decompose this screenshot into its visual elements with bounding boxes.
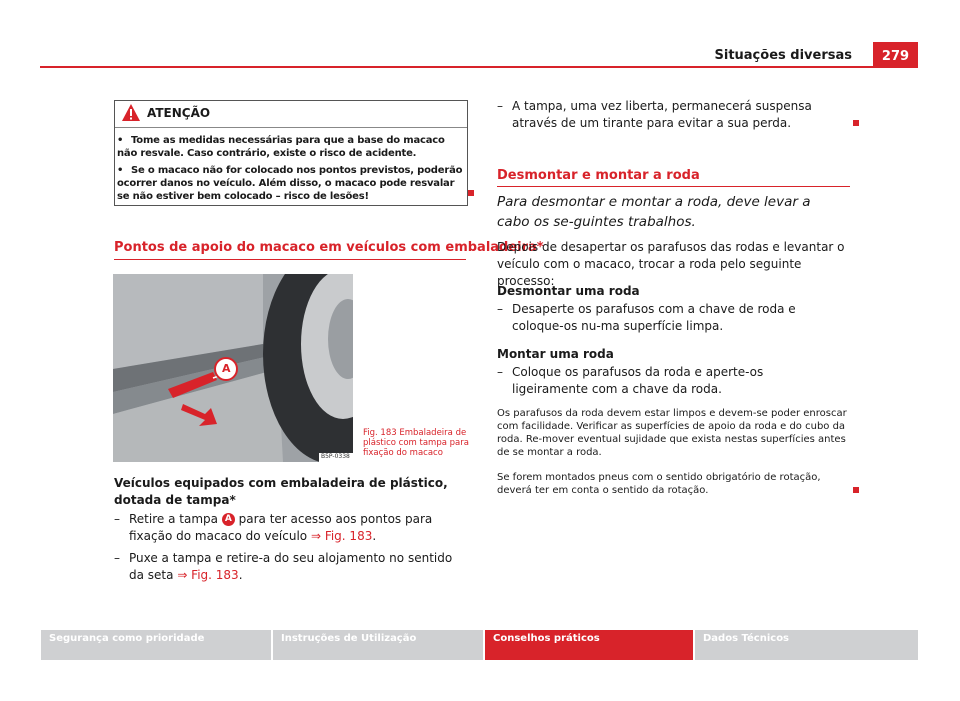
warning-box <box>114 100 468 206</box>
subheading-mount-wheel: Montar uma roda <box>497 347 614 361</box>
footer-tab-practical-advice[interactable]: Conselhos práticos <box>485 630 693 660</box>
dash: – <box>497 365 503 379</box>
step-remove-cover: – Retire a tampa A para ter acesso aos pontos para fixação do macaco do veículo ⇒ Fig. 183. <box>114 512 433 543</box>
figure-callout-a: A <box>222 362 231 375</box>
note-rotation: Se forem montados pneus com o sentido obrigatório de rotação, deverá ter em conta o sentido da rotação. <box>497 472 821 496</box>
subheading-vehicles: Veículos equipados com embaladeira de plástico, dotada de tampa* <box>114 476 448 507</box>
figure-code: B5P-0338 <box>321 453 350 460</box>
dash: – <box>497 302 503 316</box>
figure-caption: Fig. 183 Embaladeira de plástico com tampa para fixação do macaco <box>363 428 469 458</box>
section-end-marker <box>853 120 859 126</box>
bullet: • <box>117 165 124 176</box>
section-title: Situações diversas <box>714 48 852 63</box>
note-bolts: Os parafusos da roda devem estar limpos e devem-se poder enroscar com facilidade. Verificar as superfícies de apoio da roda e do cubo da roda. Re-mover eventual sujidade que exista nestas superfícies antes de se montar a roda. <box>497 408 847 458</box>
heading-rule <box>497 186 850 187</box>
dash: – <box>497 99 503 113</box>
bullet: • <box>117 135 124 146</box>
section-end-marker <box>853 487 859 493</box>
step-pull-cover: – Puxe a tampa e retire-a do seu alojamento no sentido da seta ⇒ Fig. 183. <box>114 551 453 582</box>
footer-tab-instructions[interactable]: Instruções de Utilização <box>273 630 483 660</box>
section-end-marker <box>468 190 474 196</box>
heading-rule <box>114 259 466 260</box>
warning-header <box>115 101 467 128</box>
lead-text: Para desmontar e montar a roda, deve levar a cabo os se-guintes trabalhos. <box>497 194 811 230</box>
section-heading-jack-points: Pontos de apoio do macaco em veículos com embaladeira* <box>114 240 544 255</box>
warning-triangle-icon <box>121 103 141 123</box>
intro-paragraph: Depois de desapertar os parafusos das rodas e levantar o veículo com o macaco, trocar a roda pelo seguinte processo: <box>497 240 845 288</box>
label-a-badge: A <box>222 513 235 526</box>
cover-note: – A tampa, uma vez liberta, permanecerá suspensa através de um tirante para evitar a sua perda. <box>497 99 812 130</box>
page-number: 279 <box>873 42 918 68</box>
warning-item: • Tome as medidas necessárias para que a base do macaco não resvale. Caso contrário, existe o risco de acidente. <box>117 135 445 159</box>
figure-illustration <box>113 274 353 462</box>
footer-tab-safety[interactable]: Segurança como prioridade <box>41 630 271 660</box>
warning-title: ATENÇÃO <box>147 106 211 120</box>
warning-item: • Se o macaco não for colocado nos pontos previstos, poderão ocorrer danos no veículo. Além disso, o macaco pode resvalar se não estiver bem colocado – risco de lesões! <box>117 165 463 202</box>
step-mount-wheel: – Coloque os parafusos da roda e aperte-os ligeiramente com a chave da roda. <box>497 365 764 396</box>
footer-tab-technical-data[interactable]: Dados Técnicos <box>695 630 918 660</box>
figure-183 <box>113 274 353 462</box>
dash: – <box>114 512 120 526</box>
step-remove-wheel: – Desaperte os parafusos com a chave de roda e coloque-os nu-ma superfície limpa. <box>497 302 796 333</box>
dash: – <box>114 551 120 565</box>
section-heading-wheel: Desmontar e montar a roda <box>497 168 700 183</box>
header-rule <box>40 66 918 68</box>
figure-link[interactable]: ⇒ Fig. 183 <box>177 568 239 582</box>
subheading-remove-wheel: Desmontar uma roda <box>497 284 640 298</box>
figure-link[interactable]: ⇒ Fig. 183 <box>310 529 373 543</box>
